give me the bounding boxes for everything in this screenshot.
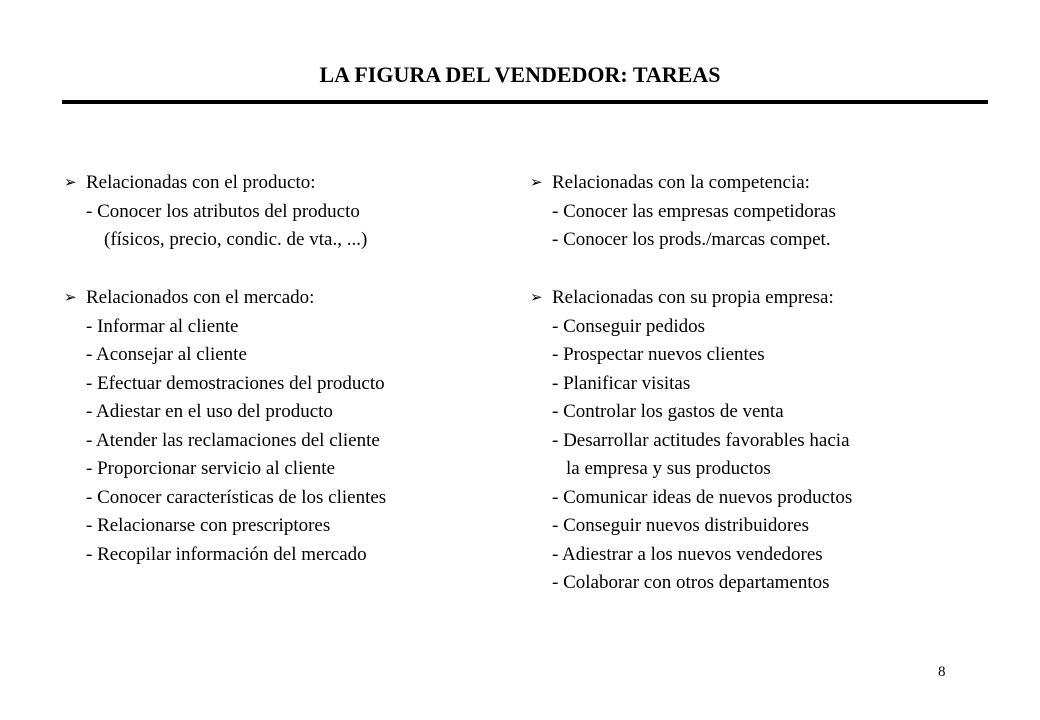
title-divider (62, 100, 988, 104)
list-item: - Conocer los atributos del producto (86, 200, 360, 222)
section-heading (530, 168, 990, 198)
list-item: - Proporcionar servicio al cliente (86, 458, 336, 479)
section-propia-empresa (530, 283, 990, 598)
list-item: - Atender las reclamaciones del cliente (86, 429, 380, 451)
list-item: - Comunicar ideas de nuevos productos (552, 486, 853, 508)
arrowhead-bullet-icon: ➢ (530, 173, 543, 191)
arrowhead-bullet-icon: ➢ (64, 173, 77, 191)
section-heading (64, 283, 504, 313)
list-item-continuation: (físicos, precio, condic. de vta., ...) (104, 229, 368, 250)
list-item: - Adiestar en el uso del producto (86, 401, 333, 422)
list-item: - Desarrollar actitudes favorables hacia (552, 429, 850, 451)
list-item: - Informar al cliente (86, 315, 239, 337)
list-item: - Adiestrar a los nuevos vendedores (552, 543, 823, 565)
section-heading-text: Relacionados con el mercado: (86, 287, 315, 308)
list-item: - Efectuar demostraciones del producto (86, 372, 385, 394)
page-number: 8 (938, 664, 946, 680)
section-heading (64, 168, 504, 198)
list-item: - Prospectar nuevos clientes (552, 344, 765, 365)
list-item-continuation: la empresa y sus productos (566, 458, 771, 479)
section-heading-text: Relacionadas con el producto: (86, 172, 316, 193)
list-item: - Aconsejar al cliente (86, 344, 247, 365)
arrowhead-bullet-icon: ➢ (530, 288, 543, 306)
section-producto (64, 168, 504, 255)
list-item: - Relacionarse con prescriptores (86, 515, 331, 536)
section-mercado (64, 283, 504, 569)
page-title: LA FIGURA DEL VENDEDOR: TAREAS (319, 62, 721, 87)
section-heading-text: Relacionadas con la competencia: (552, 172, 810, 193)
list-item: - Controlar los gastos de venta (552, 401, 784, 422)
list-item: - Conseguir pedidos (552, 315, 706, 337)
list-item: - Conocer características de los clientes (86, 486, 387, 508)
list-item: - Recopilar información del mercado (86, 543, 367, 565)
list-item: - Conocer los prods./marcas compet. (552, 229, 831, 250)
list-item: - Colaborar con otros departamentos (552, 572, 830, 593)
right-column (530, 168, 990, 626)
section-heading-text: Relacionadas con su propia empresa: (552, 287, 834, 308)
list-item: - Conseguir nuevos distribuidores (552, 515, 810, 536)
section-competencia (530, 168, 990, 255)
arrowhead-bullet-icon: ➢ (64, 288, 77, 306)
section-heading (530, 283, 990, 313)
list-item: - Planificar visitas (552, 372, 691, 394)
left-column (64, 168, 504, 598)
list-item: - Conocer las empresas competidoras (552, 200, 836, 222)
